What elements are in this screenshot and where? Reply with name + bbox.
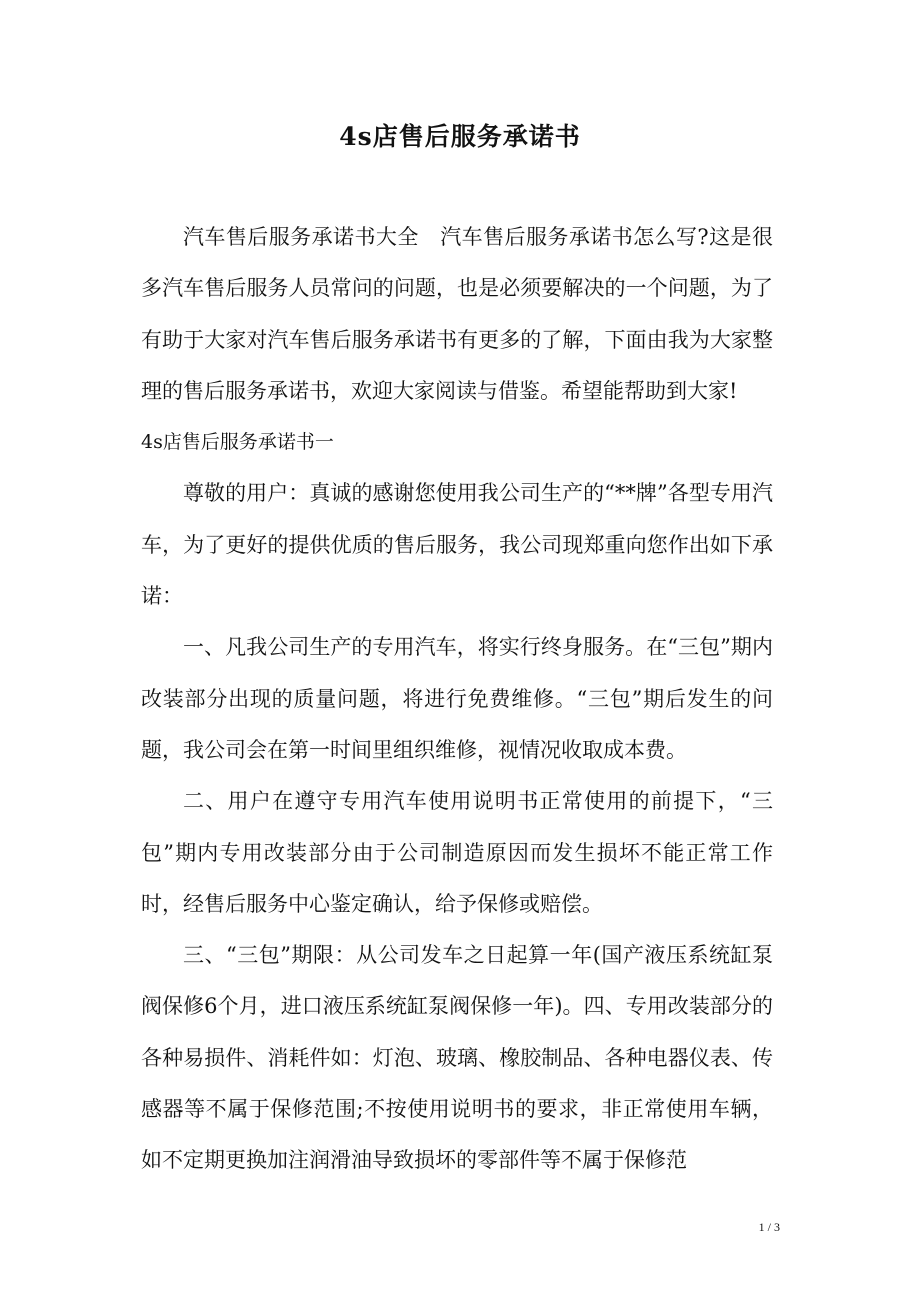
section-heading: 4s店售后服务承诺书一 [141,431,334,454]
commitment-paragraph-3: 三、“三包”期限：从公司发车之日起算一年(国产液压系统缸泵阀保修6个月，进口液压系统缸泵阀保修一年)。四、专用改装部分的各种易损件、消耗件如：灯泡、玻璃、橡胶制品、各种电器仪表、传感器等不属于保修范围;不按使用说明书的要求，非正常使用车辆，如不定期更换加注润滑油导致损坏的零部件等不属于保修范 [141,943,773,1173]
document-body [141,212,773,1187]
page-number: 1 / 3 [758,1220,780,1234]
greeting-paragraph: 尊敬的用户：真诚的感谢您使用我公司生产的“**牌”各型专用汽车，为了更好的提供优质的售后服务，我公司现郑重向您作出如下承诺： [141,481,773,609]
intro-paragraph: 汽车售后服务承诺书大全 汽车售后服务承诺书怎么写?这是很多汽车售后服务人员常问的问题，也是必须要解决的一个问题，为了有助于大家对汽车售后服务承诺书有更多的了解，下面由我为大家整理的售后服务承诺书，欢迎大家阅读与借鉴。希望能帮助到大家! [141,225,773,403]
commitment-paragraph-1: 一、凡我公司生产的专用汽车，将实行终身服务。在“三包”期内改装部分出现的质量问题，将进行免费维修。“三包”期后发生的问题，我公司会在第一时间里组织维修，视情况收取成本费。 [141,635,773,762]
document-title: 4s店售后服务承诺书 [339,122,581,151]
commitment-paragraph-2: 二、用户在遵守专用汽车使用说明书正常使用的前提下，“三包”期内专用改装部分由于公司制造原因而发生损坏不能正常工作时，经售后服务中心鉴定确认，给予保修或赔偿。 [141,789,773,916]
